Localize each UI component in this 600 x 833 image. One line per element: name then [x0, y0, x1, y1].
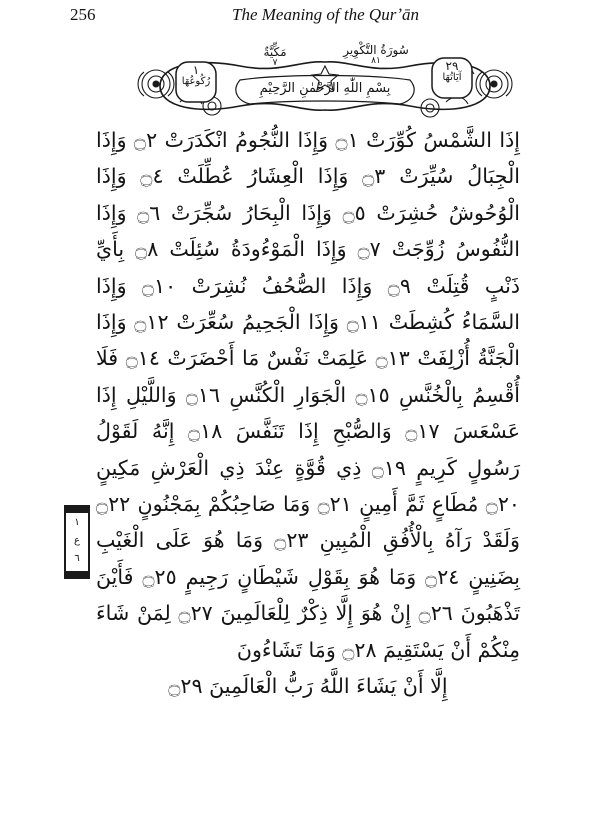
ruku-marker-top: ١ [74, 517, 80, 528]
ruku-count-label: رُكُوعُهَا [181, 75, 211, 87]
ayah-count-medallion [432, 60, 472, 83]
verse-line: إِنَّهُ لَقَوْلُ رَسُولٍ كَرِيمٍ ۝١٩ ذِي قُوَّةٍ عِنْدَ ذِي الْعَرْشِ مَكِينٍ ۝٢٠ مُطَاعٍ ثَمَّ أَمِينٍ ۝٢١ [96, 419, 520, 517]
verse-line: وَإِذَا الْجَنَّةُ أُزْلِفَتْ ۝١٣ عَلِمَتْ نَفْسٌ مَا أَحْضَرَتْ ۝١٤ فَلَا أُقْسِمُ بِالْخُنَّسِ ۝١٥ [96, 310, 521, 407]
ruku-marker-top-bar [66, 507, 88, 513]
surah-header-ornament [130, 44, 520, 124]
verse-line-final: إِلَّا أَنْ يَشَاءَ اللَّهُ رَبُّ الْعَالَمِينَ ۝٢٩ [168, 674, 448, 699]
verse-line: إِذَا الشَّمْسُ كُوِّرَتْ ۝١ وَإِذَا النُّجُومُ انْكَدَرَتْ ۝٢ وَإِذَا الْجِبَالُ سُيِّرَتْ ۝٣ [96, 128, 521, 189]
verse-line: الْجَوَارِ الْكُنَّسِ ۝١٦ وَاللَّيْلِ إِذَا عَسْعَسَ ۝١٧ وَالصُّبْحِ إِذَا تَنَفَّسَ ۝١٨ [96, 382, 520, 444]
ayah-count-label: آيَاتُهَا [442, 71, 462, 83]
running-head: The Meaning of the Qurʼān [232, 5, 419, 24]
verse-line: وَإِذَا النُّفُوسُ زُوِّجَتْ ۝٧ وَإِذَا الْمَوْءُودَةُ سُئِلَتْ ۝٨ بِأَيِّ ذَنْبٍ قُتِلَتْ ۝٩ [96, 200, 521, 298]
ruku-count-medallion [176, 64, 216, 87]
verse-line: وَمَا هُوَ عَلَى الْغَيْبِ بِضَنِينٍ ۝٢٤ وَمَا هُوَ بِقَوْلِ شَيْطَانٍ رَجِيمٍ ۝٢٥ فَأَيْنَ تَذْهَبُونَ ۝٢٦ [96, 528, 520, 626]
verse-line: إِنْ هُوَ إِلَّا ذِكْرٌ لِلْعَالَمِينَ ۝٢٧ لِمَنْ شَاءَ مِنْكُمْ أَنْ يَسْتَقِيمَ ۝٢٨ وَمَا تَشَاءُونَ [96, 601, 520, 662]
verse-line: وَإِذَا الْعِشَارُ عُطِّلَتْ ۝٤ وَإِذَا الْوُحُوشُ حُشِرَتْ ۝٥ وَإِذَا الْبِحَارُ سُجِّرَتْ ۝٦ [96, 164, 521, 225]
revelation-number: ٧ [272, 57, 278, 68]
revelation-place: مَكِّيَّةٌ [263, 45, 287, 59]
ruku-marker [64, 505, 90, 579]
ruku-marker-bottom-bar [66, 571, 88, 577]
ruku-count: ١ [192, 63, 200, 77]
ruku-marker-bottom: ٦ [74, 553, 80, 564]
revelation-block [238, 46, 312, 68]
surah-number: ٨١ [371, 55, 381, 66]
verse-block [96, 122, 520, 705]
bismillah: بِسْمِ اللّٰهِ الرَّحْمٰنِ الرَّحِيْمِ [259, 81, 391, 96]
surah-name-block [334, 44, 418, 66]
ruku-marker-middle: ع [74, 535, 80, 546]
page-number: 256 [70, 5, 96, 24]
ayah-count: ٢٩ [445, 59, 459, 73]
surah-name: سُورَةُ التَّكْوِيرِ [343, 43, 409, 57]
verse-line: وَمَا صَاحِبُكُمْ بِمَجْنُونٍ ۝٢٢ وَلَقَدْ رَآهُ بِالْأُفُقِ الْمُبِينِ ۝٢٣ [96, 492, 520, 553]
verse-line: وَإِذَا الصُّحُفُ نُشِرَتْ ۝١٠ وَإِذَا السَّمَاءُ كُشِطَتْ ۝١١ وَإِذَا الْجَحِيمُ سُعِّرَتْ ۝١٢ [96, 273, 521, 335]
